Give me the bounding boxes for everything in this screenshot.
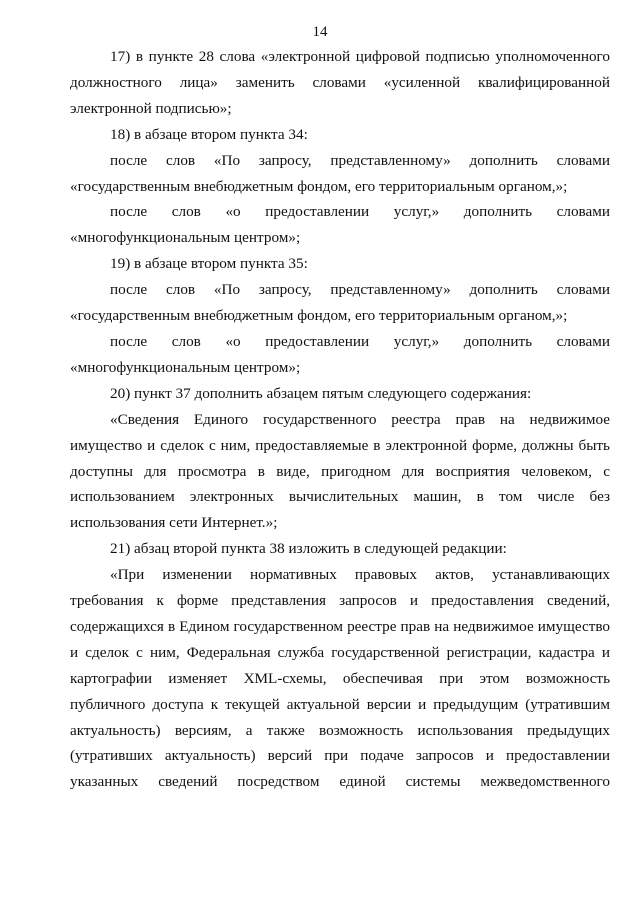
paragraph-item-20: 20) пункт 37 дополнить абзацем пятым следующего содержания: xyxy=(110,384,532,402)
paragraph-item-18-sub-1: после слов «По запросу, представленному» дополнить словами «государственным внебюджетным фондом, его территориальным органом,»; xyxy=(70,151,610,195)
document-body xyxy=(70,44,610,795)
paragraph-item-21: 21) абзац второй пункта 38 изложить в следующей редакции: xyxy=(110,540,507,558)
paragraph-item-21-quote: «При изменении нормативных правовых актов, устанавливающих требования к форме представления запросов и предоставления сведений, содержащихся в Едином государственном реестре прав на недвижимое имущество и сделок с ним, Федеральная служба государственной регистрации, кадастра и картографии изменяет XML-схемы, обеспечивая при этом возможность публичного доступа к текущей актуальной версии и предыдущим (утратившим актуальность) версиям, а также возможность использования предыдущих (утративших актуальность) версий при подаче запросов и предоставлении указанных сведений посредством единой системы межведомственного xyxy=(70,566,610,791)
page-number: 14 xyxy=(312,24,328,40)
paragraph-item-17: 17) в пункте 28 слова «электронной цифровой подписью уполномоченного должностного лица» заменить словами «усиленной квалифицированной электронной подписью»; xyxy=(70,48,610,117)
paragraph-item-18-sub-2: после слов «о предоставлении услуг,» дополнить словами «многофункциональным центром»; xyxy=(70,203,610,247)
paragraph-item-19-sub-2: после слов «о предоставлении услуг,» дополнить словами «многофункциональным центром»; xyxy=(70,332,610,376)
paragraph-item-19-sub-1: после слов «По запросу, представленному» дополнить словами «государственным внебюджетным фондом, его территориальным органом,»; xyxy=(70,281,610,325)
paragraph-item-18: 18) в абзаце втором пункта 34: xyxy=(110,125,308,143)
paragraph-item-19: 19) в абзаце втором пункта 35: xyxy=(110,255,308,273)
paragraph-item-20-quote: «Сведения Единого государственного реестра прав на недвижимое имущество и сделок с ним, предоставляемые в электронной форме, должны быть доступны для просмотра в виде, пригодном для восприятия человеком, с использованием электронных вычислительных машин, в том числе без использования сети Интернет.»; xyxy=(70,410,610,532)
